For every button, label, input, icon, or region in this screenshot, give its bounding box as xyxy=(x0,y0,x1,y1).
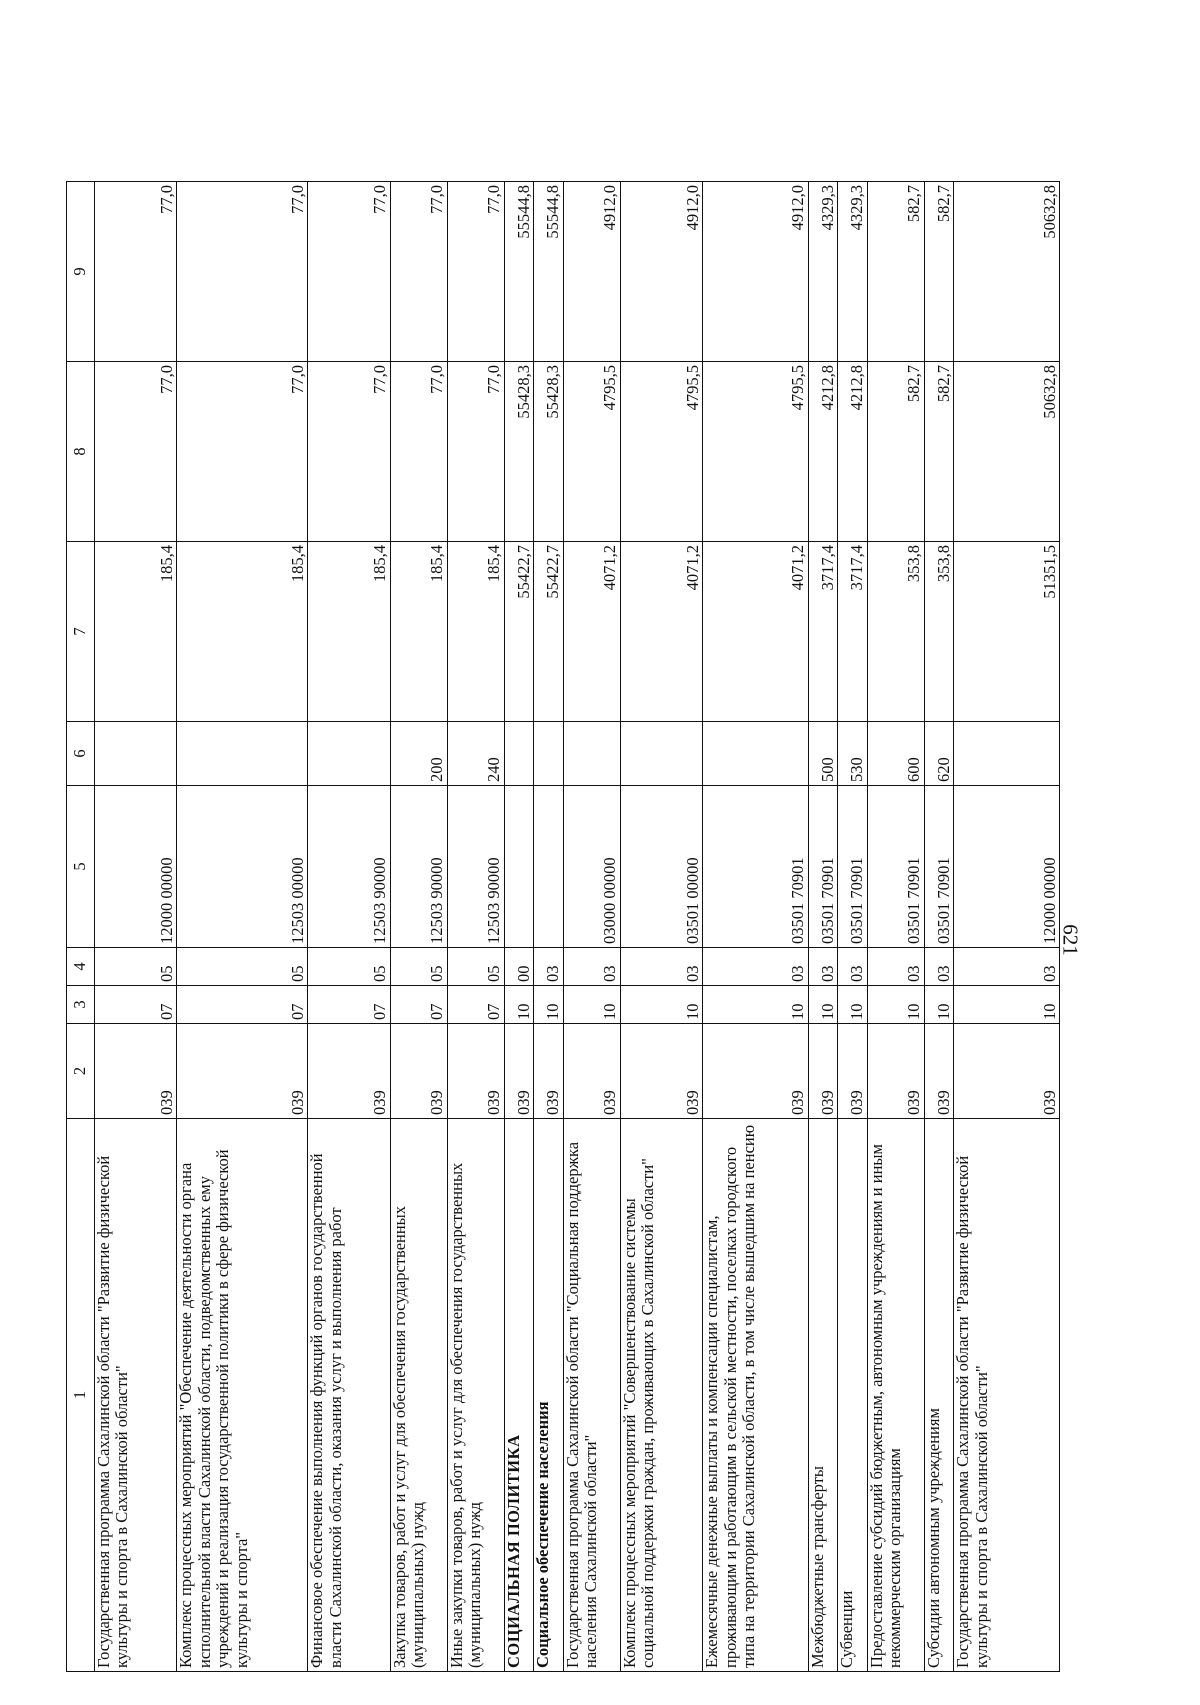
row-expense-type xyxy=(177,722,308,786)
page-number: 621 xyxy=(1058,924,1083,956)
row-amount-col7: 4071,2 xyxy=(563,542,620,722)
row-subsection-code: 03 xyxy=(703,948,809,986)
row-section-code: 10 xyxy=(954,986,1060,1024)
header-cell: 3 xyxy=(67,986,95,1024)
row-expense-type: 200 xyxy=(390,722,447,786)
row-expense-type xyxy=(703,722,809,786)
row-expense-type xyxy=(95,722,177,786)
row-name: Закупка товаров, работ и услуг для обеспечения государственных (муниципальных) нужд xyxy=(390,1119,447,1672)
row-amount-col8: 4795,5 xyxy=(563,362,620,542)
row-expense-type xyxy=(563,722,620,786)
row-amount-col9: 4329,3 xyxy=(838,182,868,362)
row-subsection-code: 03 xyxy=(838,948,868,986)
row-section-code: 10 xyxy=(620,986,702,1024)
row-subsection-code: 00 xyxy=(504,948,534,986)
row-ministry-code: 039 xyxy=(534,1024,564,1119)
row-subsection-code: 05 xyxy=(308,948,390,986)
table-row xyxy=(808,182,838,1672)
row-target-article: 03501 70901 xyxy=(838,786,868,948)
table-row xyxy=(563,182,620,1672)
row-ministry-code: 039 xyxy=(177,1024,308,1119)
row-amount-col9: 4912,0 xyxy=(563,182,620,362)
row-amount-col8: 77,0 xyxy=(447,362,504,542)
row-amount-col7: 3717,4 xyxy=(838,542,868,722)
row-amount-col8: 4795,5 xyxy=(620,362,702,542)
row-expense-type: 500 xyxy=(808,722,838,786)
table-row xyxy=(703,182,809,1672)
table-row xyxy=(447,182,504,1672)
row-amount-col7: 4071,2 xyxy=(703,542,809,722)
table-row xyxy=(504,182,534,1672)
header-cell: 6 xyxy=(67,722,95,786)
row-section-code: 10 xyxy=(703,986,809,1024)
row-name: Комплекс процессных мероприятий "Обеспечение деятельности органа исполнительной власти Сахалинской области, подведомственных ему учреждений и реализация государственной политики в сфере физической культуры и спорта" xyxy=(177,1119,308,1672)
row-subsection-code: 03 xyxy=(954,948,1060,986)
row-section-code: 10 xyxy=(838,986,868,1024)
row-subsection-code: 03 xyxy=(563,948,620,986)
row-expense-type: 240 xyxy=(447,722,504,786)
table-row xyxy=(308,182,390,1672)
row-name: Субвенции xyxy=(838,1119,868,1672)
row-target-article: 03501 70901 xyxy=(808,786,838,948)
row-section-code: 07 xyxy=(177,986,308,1024)
table-row xyxy=(177,182,308,1672)
row-amount-col9: 77,0 xyxy=(95,182,177,362)
row-name: Финансовое обеспечение выполнения функций органов государственной власти Сахалинской области, оказания услуг и выполнения работ xyxy=(308,1119,390,1672)
row-target-article: 12000 00000 xyxy=(95,786,177,948)
row-subsection-code: 03 xyxy=(867,948,924,986)
row-amount-col8: 77,0 xyxy=(95,362,177,542)
row-expense-type xyxy=(620,722,702,786)
row-section-code: 10 xyxy=(867,986,924,1024)
row-amount-col7: 185,4 xyxy=(177,542,308,722)
row-subsection-code: 03 xyxy=(620,948,702,986)
row-ministry-code: 039 xyxy=(867,1024,924,1119)
row-amount-col7: 185,4 xyxy=(447,542,504,722)
row-amount-col9: 77,0 xyxy=(390,182,447,362)
row-amount-col8: 582,7 xyxy=(867,362,924,542)
row-amount-col9: 55544,8 xyxy=(504,182,534,362)
row-amount-col7: 55422,7 xyxy=(504,542,534,722)
row-name: Иные закупки товаров, работ и услуг для обеспечения государственных (муниципальных) нужд xyxy=(447,1119,504,1672)
row-target-article: 03501 00000 xyxy=(620,786,702,948)
row-amount-col7: 185,4 xyxy=(390,542,447,722)
row-ministry-code: 039 xyxy=(504,1024,534,1119)
row-amount-col8: 77,0 xyxy=(177,362,308,542)
row-amount-col7: 51351,5 xyxy=(954,542,1060,722)
row-section-code: 10 xyxy=(808,986,838,1024)
row-name: Социальное обеспечение населения xyxy=(534,1119,564,1672)
row-subsection-code: 03 xyxy=(808,948,838,986)
row-ministry-code: 039 xyxy=(95,1024,177,1119)
row-subsection-code: 05 xyxy=(177,948,308,986)
row-amount-col7: 55422,7 xyxy=(534,542,564,722)
row-name: Ежемесячные денежные выплаты и компенсации специалистам, проживающим и работающим в сельской местности, поселках городского типа на территории Сахалинской области, в том числе вышедшим на пенсию xyxy=(703,1119,809,1672)
row-ministry-code: 039 xyxy=(954,1024,1060,1119)
row-name: СОЦИАЛЬНАЯ ПОЛИТИКА xyxy=(504,1119,534,1672)
table-row xyxy=(620,182,702,1672)
row-subsection-code: 03 xyxy=(924,948,954,986)
row-section-code: 10 xyxy=(534,986,564,1024)
row-expense-type xyxy=(534,722,564,786)
row-name: Государственная программа Сахалинской области "Социальная поддержка населения Сахалинской области" xyxy=(563,1119,620,1672)
row-amount-col7: 353,8 xyxy=(867,542,924,722)
row-target-article: 12503 90000 xyxy=(447,786,504,948)
row-ministry-code: 039 xyxy=(703,1024,809,1119)
row-target-article: 12503 90000 xyxy=(390,786,447,948)
row-section-code: 07 xyxy=(447,986,504,1024)
row-ministry-code: 039 xyxy=(620,1024,702,1119)
row-target-article: 03501 70901 xyxy=(703,786,809,948)
row-name: Государственная программа Сахалинской области "Развитие физической культуры и спорта в Сахалинской области" xyxy=(95,1119,177,1672)
header-cell: 2 xyxy=(67,1024,95,1119)
row-amount-col9: 50632,8 xyxy=(954,182,1060,362)
row-subsection-code: 05 xyxy=(447,948,504,986)
row-expense-type xyxy=(308,722,390,786)
row-amount-col9: 55544,8 xyxy=(534,182,564,362)
row-ministry-code: 039 xyxy=(447,1024,504,1119)
row-section-code: 10 xyxy=(924,986,954,1024)
row-amount-col9: 4329,3 xyxy=(808,182,838,362)
row-expense-type: 620 xyxy=(924,722,954,786)
row-amount-col9: 77,0 xyxy=(447,182,504,362)
row-section-code: 07 xyxy=(95,986,177,1024)
row-amount-col9: 77,0 xyxy=(177,182,308,362)
rotated-page xyxy=(66,182,1060,1672)
row-amount-col7: 4071,2 xyxy=(620,542,702,722)
row-section-code: 10 xyxy=(504,986,534,1024)
row-amount-col8: 77,0 xyxy=(390,362,447,542)
row-target-article: 12000 00000 xyxy=(954,786,1060,948)
row-amount-col7: 3717,4 xyxy=(808,542,838,722)
table-row xyxy=(95,182,177,1672)
row-target-article xyxy=(534,786,564,948)
row-target-article: 03501 70901 xyxy=(867,786,924,948)
row-amount-col9: 582,7 xyxy=(867,182,924,362)
row-amount-col8: 4212,8 xyxy=(808,362,838,542)
header-cell: 9 xyxy=(67,182,95,362)
row-ministry-code: 039 xyxy=(563,1024,620,1119)
row-amount-col8: 4795,5 xyxy=(703,362,809,542)
row-name: Комплекс процессных мероприятий "Совершенствование системы социальной поддержки граждан, проживающих в Сахалинской области" xyxy=(620,1119,702,1672)
table-row xyxy=(954,182,1060,1672)
row-ministry-code: 039 xyxy=(808,1024,838,1119)
row-ministry-code: 039 xyxy=(924,1024,954,1119)
row-amount-col9: 4912,0 xyxy=(703,182,809,362)
row-amount-col9: 4912,0 xyxy=(620,182,702,362)
row-expense-type xyxy=(504,722,534,786)
row-section-code: 10 xyxy=(563,986,620,1024)
row-subsection-code: 03 xyxy=(534,948,564,986)
row-ministry-code: 039 xyxy=(838,1024,868,1119)
row-amount-col8: 77,0 xyxy=(308,362,390,542)
header-cell: 4 xyxy=(67,948,95,986)
header-cell: 8 xyxy=(67,362,95,542)
row-name: Предоставление субсидий бюджетным, автономным учреждениям и иным некоммерческим организациям xyxy=(867,1119,924,1672)
row-amount-col8: 55428,3 xyxy=(534,362,564,542)
row-expense-type: 600 xyxy=(867,722,924,786)
row-amount-col7: 353,8 xyxy=(924,542,954,722)
row-amount-col7: 185,4 xyxy=(308,542,390,722)
row-name: Субсидии автономным учреждениям xyxy=(924,1119,954,1672)
row-amount-col8: 582,7 xyxy=(924,362,954,542)
row-amount-col9: 582,7 xyxy=(924,182,954,362)
row-section-code: 07 xyxy=(308,986,390,1024)
row-target-article: 03000 00000 xyxy=(563,786,620,948)
table-row xyxy=(534,182,564,1672)
table-body xyxy=(95,182,1060,1672)
row-target-article: 12503 90000 xyxy=(308,786,390,948)
row-ministry-code: 039 xyxy=(308,1024,390,1119)
row-subsection-code: 05 xyxy=(390,948,447,986)
row-amount-col8: 55428,3 xyxy=(504,362,534,542)
row-subsection-code: 05 xyxy=(95,948,177,986)
table-row xyxy=(867,182,924,1672)
row-amount-col9: 77,0 xyxy=(308,182,390,362)
header-cell: 1 xyxy=(67,1119,95,1672)
row-target-article: 03501 70901 xyxy=(924,786,954,948)
table-row xyxy=(924,182,954,1672)
row-name: Межбюджетные трансферты xyxy=(808,1119,838,1672)
table-row xyxy=(838,182,868,1672)
row-ministry-code: 039 xyxy=(390,1024,447,1119)
table-row xyxy=(390,182,447,1672)
row-amount-col8: 4212,8 xyxy=(838,362,868,542)
row-name: Государственная программа Сахалинской области "Развитие физической культуры и спорта в Сахалинской области" xyxy=(954,1119,1060,1672)
row-section-code: 07 xyxy=(390,986,447,1024)
row-expense-type: 530 xyxy=(838,722,868,786)
row-amount-col8: 50632,8 xyxy=(954,362,1060,542)
row-target-article: 12503 00000 xyxy=(177,786,308,948)
row-expense-type xyxy=(954,722,1060,786)
budget-table xyxy=(66,181,1060,1672)
row-amount-col7: 185,4 xyxy=(95,542,177,722)
row-target-article xyxy=(504,786,534,948)
header-cell: 5 xyxy=(67,786,95,948)
header-cell: 7 xyxy=(67,542,95,722)
header-row xyxy=(67,182,95,1672)
